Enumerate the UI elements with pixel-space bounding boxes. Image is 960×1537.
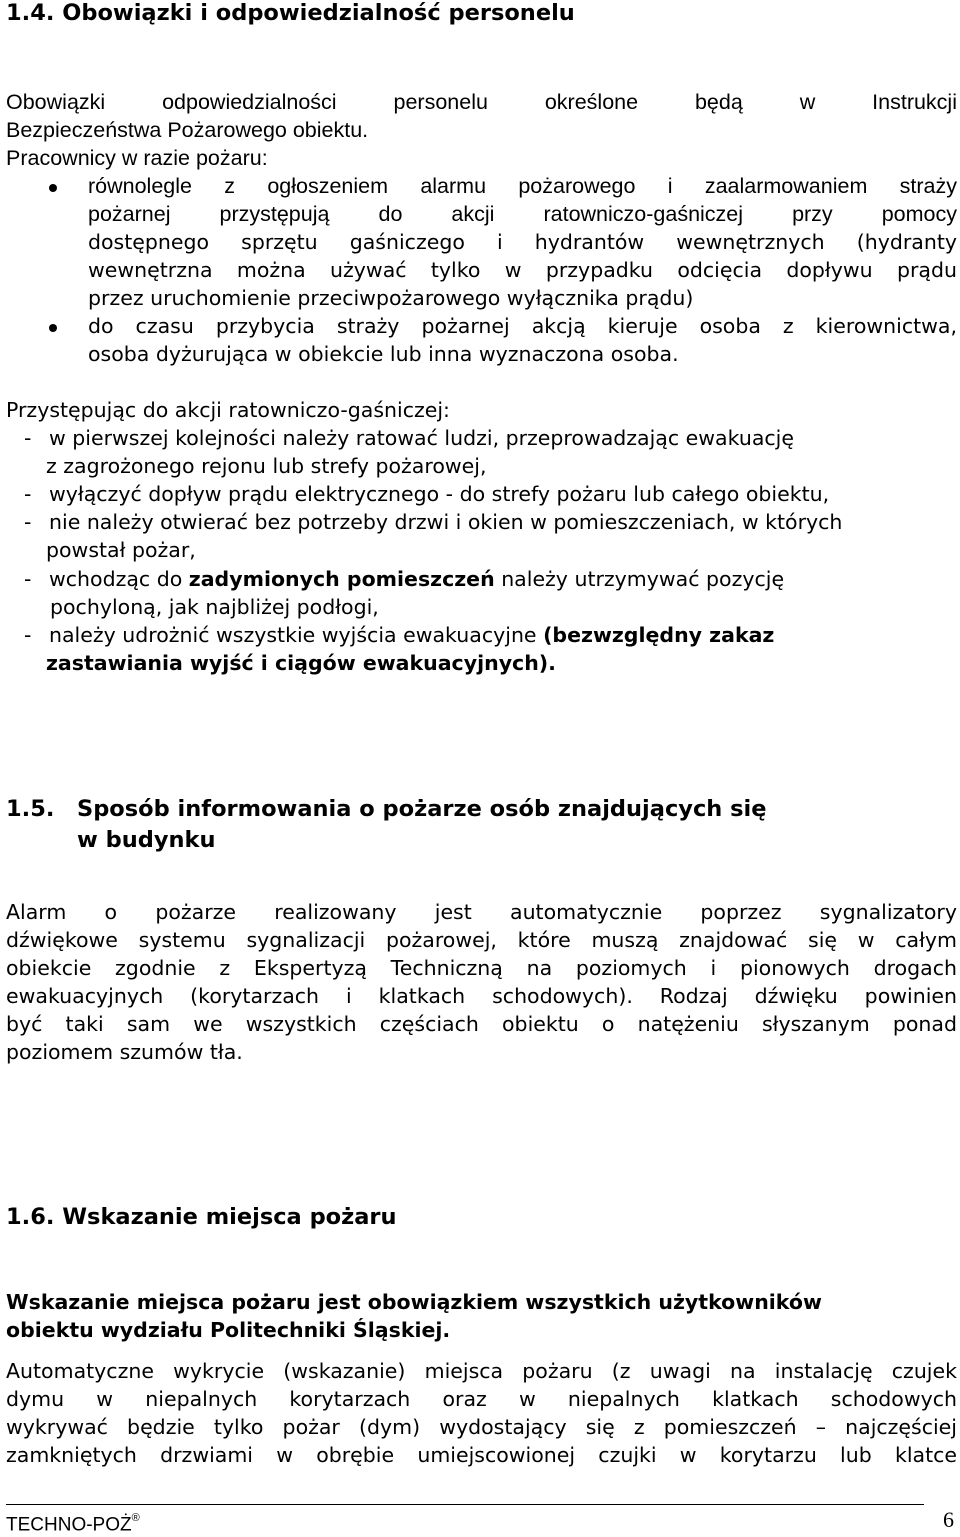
action-4-emphasis: zadymionych pomieszczeń [188, 567, 495, 591]
section-1-4-heading: 1.4. Obowiązki i odpowiedzialność personelu [6, 0, 575, 26]
action-3-line-2: powstał pożar, [46, 538, 196, 562]
alarm-para-line-1: Alarm o pożarze realizowany jest automatycznie poprzez sygnalizatory [6, 900, 957, 924]
actions-lead: Przystępując do akcji ratowniczo-gaśniczej: [6, 398, 450, 422]
action-1-line-2: z zagrożonego rejonu lub strefy pożarowej, [46, 454, 487, 478]
bullet-1-line-2: pożarnej przystępują do akcji ratowniczo-gaśniczej przy pomocy [88, 202, 957, 226]
action-4-line-1 [49, 565, 784, 593]
dash-marker: - [24, 482, 32, 506]
dash-marker: - [24, 510, 32, 534]
action-4-text-a: wchodząc do [49, 567, 189, 591]
bullet-icon [49, 324, 57, 332]
detection-para-line-4: zamkniętych drzwiami w obrębie umiejscowionej czujki w korytarzu lub klatce [6, 1443, 957, 1467]
bullet-icon [49, 184, 57, 192]
registered-mark: ® [131, 1512, 140, 1524]
dash-marker: - [24, 623, 32, 647]
dash-marker: - [24, 567, 32, 591]
page-number: 6 [943, 1507, 954, 1532]
obligation-line-1: Wskazanie miejsca pożaru jest obowiązkiem wszystkich użytkowników [6, 1290, 822, 1314]
section-1-5-number: 1.5. [6, 796, 55, 822]
action-3-line-1: nie należy otwierać bez potrzeby drzwi i okien w pomieszczeniach, w których [49, 510, 843, 534]
obligation-line-2: obiektu wydziału Politechniki Śląskiej. [6, 1318, 451, 1342]
bullet-2-line-1: do czasu przybycia straży pożarnej akcją kieruje osoba z kierownictwa, [88, 314, 957, 338]
bullet-1-line-5: przez uruchomienie przeciwpożarowego wyłącznika prądu) [88, 286, 694, 310]
alarm-para-line-4: ewakuacyjnych (korytarzach i klatkach schodowych). Rodzaj dźwięku powinien [6, 984, 957, 1008]
detection-para-line-1: Automatyczne wykrycie (wskazanie) miejsca pożaru (z uwagi na instalację czujek [6, 1359, 957, 1383]
alarm-para-line-5: być taki sam we wszystkich częściach obiektu o natężeniu słyszanym ponad [6, 1012, 957, 1036]
alarm-para-line-2: dźwiękowe systemu sygnalizacji pożarowej, które muszą znajdować się w całym [6, 928, 957, 952]
alarm-para-line-6: poziomem szumów tła. [6, 1040, 243, 1064]
detection-para-line-2: dymu w niepalnych korytarzach oraz w niepalnych klatkach schodowych [6, 1387, 957, 1411]
action-4-text-b: należy utrzymywać pozycję [494, 567, 785, 591]
alarm-para-line-3: obiekcie zgodnie z Ekspertyzą Techniczną na poziomych i pionowych drogach [6, 956, 957, 980]
action-2-line-1: wyłączyć dopływ prądu elektrycznego - do strefy pożaru lub całego obiektu, [49, 482, 830, 506]
fire-lead: Pracownicy w razie pożaru: [6, 146, 268, 170]
action-1-line-1: w pierwszej kolejności należy ratować ludzi, przeprowadzając ewakuację [49, 426, 794, 450]
section-1-6-heading: 1.6. Wskazanie miejsca pożaru [6, 1204, 397, 1230]
footer-divider [6, 1504, 924, 1505]
action-5-line-2: zastawiania wyjść i ciągów ewakuacyjnych). [46, 651, 556, 675]
section-1-5-title-line-2: w budynku [77, 827, 216, 853]
bullet-1-line-1: równolegle z ogłoszeniem alarmu pożarowego i zaalarmowaniem straży [88, 174, 957, 198]
bullet-1-line-3: dostępnego sprzętu gaśniczego i hydrantów wewnętrznych (hydranty [88, 230, 957, 254]
bullet-1-line-4: wewnętrzna można używać tylko w przypadku odcięcia dopływu prądu [88, 258, 957, 282]
dash-marker: - [24, 426, 32, 450]
bullet-2-line-2: osoba dyżurująca w obiekcie lub inna wyznaczona osoba. [88, 342, 679, 366]
footer-brand-name: TECHNO-POŻ [6, 1514, 132, 1536]
detection-para-line-3: wykrywać będzie tylko pożar (dym) wydostający się z pomieszczeń – najczęściej [6, 1415, 957, 1439]
section-1-5-title-line-1: Sposób informowania o pożarze osób znajdujących się [77, 796, 767, 822]
intro-line-1: Obowiązki odpowiedzialności personelu określone będą w Instrukcji [6, 90, 957, 114]
intro-line-2: Bezpieczeństwa Pożarowego obiektu. [6, 118, 369, 142]
action-5-text-a: należy udrożnić wszystkie wyjścia ewakuacyjne [49, 623, 544, 647]
action-4-line-2: pochyloną, jak najbliżej podłogi, [50, 595, 379, 619]
action-5-line-1 [49, 621, 774, 649]
action-5-emphasis: (bezwzględny zakaz [543, 623, 775, 647]
